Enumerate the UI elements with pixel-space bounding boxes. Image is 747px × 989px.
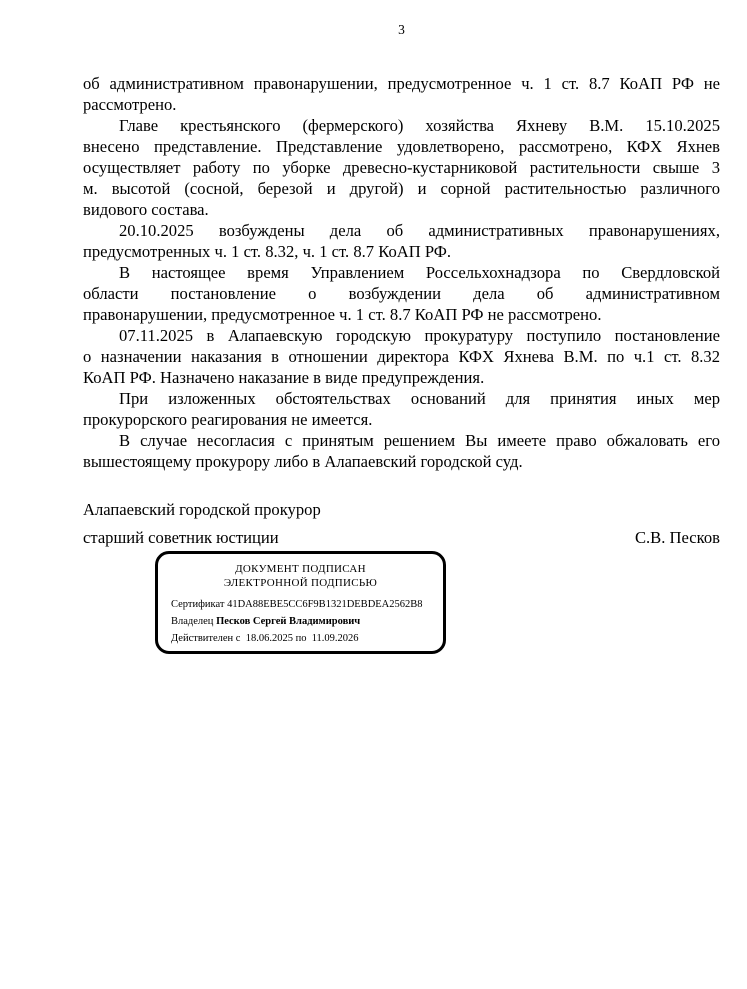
stamp-title-line1: ДОКУМЕНТ ПОДПИСАН	[235, 563, 366, 575]
text-line: осуществляет работу по уборке древесно-кустарниковой растительности свыше 3	[83, 158, 720, 177]
signature-row	[83, 527, 720, 548]
text-line: об административном правонарушении, предусмотренное ч. 1 ст. 8.7 КоАП РФ не	[83, 74, 720, 93]
document-text-block	[83, 73, 720, 548]
text-line: м. высотой (сосной, березой и другой) и сорной растительностью различного	[83, 179, 720, 198]
owner-name: Песков Сергей Владимирович	[216, 616, 361, 627]
text-line: вышестоящему прокурору либо в Алапаевский городской суд.	[83, 452, 523, 471]
stamp-title	[158, 563, 443, 590]
owner-line	[171, 613, 435, 630]
text-line: о назначении наказания в отношении директора КФХ Яхнева В.М. по ч.1 ст. 8.32	[83, 347, 720, 366]
certificate-label: Сертификат	[171, 599, 225, 610]
stamp-details	[158, 596, 443, 647]
text-line: предусмотренных ч. 1 ст. 8.32, ч. 1 ст. 8.7 КоАП РФ.	[83, 242, 452, 261]
owner-label: Владелец	[171, 616, 214, 627]
text-line: 07.11.2025 в Алапаевскую городскую прокуратуру поступило постановление	[119, 326, 720, 345]
certificate-line	[171, 596, 435, 613]
text-line: В случае несогласия с принятым решением Вы имеете право обжаловать его	[119, 431, 720, 450]
text-line: КоАП РФ. Назначено наказание в виде предупреждения.	[83, 368, 485, 387]
text-line: В настоящее время Управлением Россельхохнадзора по Свердловской	[119, 263, 720, 282]
text-line: внесено представление. Представление удовлетворено, рассмотрено, КФХ Яхнев	[83, 137, 720, 156]
text-line: видового состава.	[83, 200, 209, 219]
text-line: При изложенных обстоятельствах оснований для принятия иных мер	[119, 389, 720, 408]
text-line: Главе крестьянского (фермерского) хозяйства Яхневу В.М. 15.10.2025	[119, 116, 720, 135]
signer-name: С.В. Песков	[634, 528, 720, 547]
certificate-value: 41DA88EBE5CC6F9B1321DEBDEA2562B8	[227, 599, 423, 610]
text-line: рассмотрено.	[83, 95, 177, 114]
page-number: 3	[398, 22, 405, 37]
text-line: 20.10.2025 возбуждены дела об административных правонарушениях,	[119, 221, 720, 240]
text-line: прокурорского реагирования не имеется.	[83, 410, 373, 429]
digital-signature-stamp	[155, 551, 446, 654]
prosecutor-title-line: Алапаевский городской прокурор	[83, 500, 321, 519]
stamp-title-line2: ЭЛЕКТРОННОЙ ПОДПИСЬЮ	[223, 576, 378, 589]
text-line: правонарушении, предусмотренное ч. 1 ст. 8.7 КоАП РФ не рассмотрено.	[83, 305, 602, 324]
document-body	[83, 73, 720, 472]
signer-rank: старший советник юстиции	[83, 528, 279, 547]
text-line: области постановление о возбуждении дела об административном	[83, 284, 720, 303]
validity-line: Действителен с 18.06.2025 по 11.09.2026	[171, 633, 359, 644]
